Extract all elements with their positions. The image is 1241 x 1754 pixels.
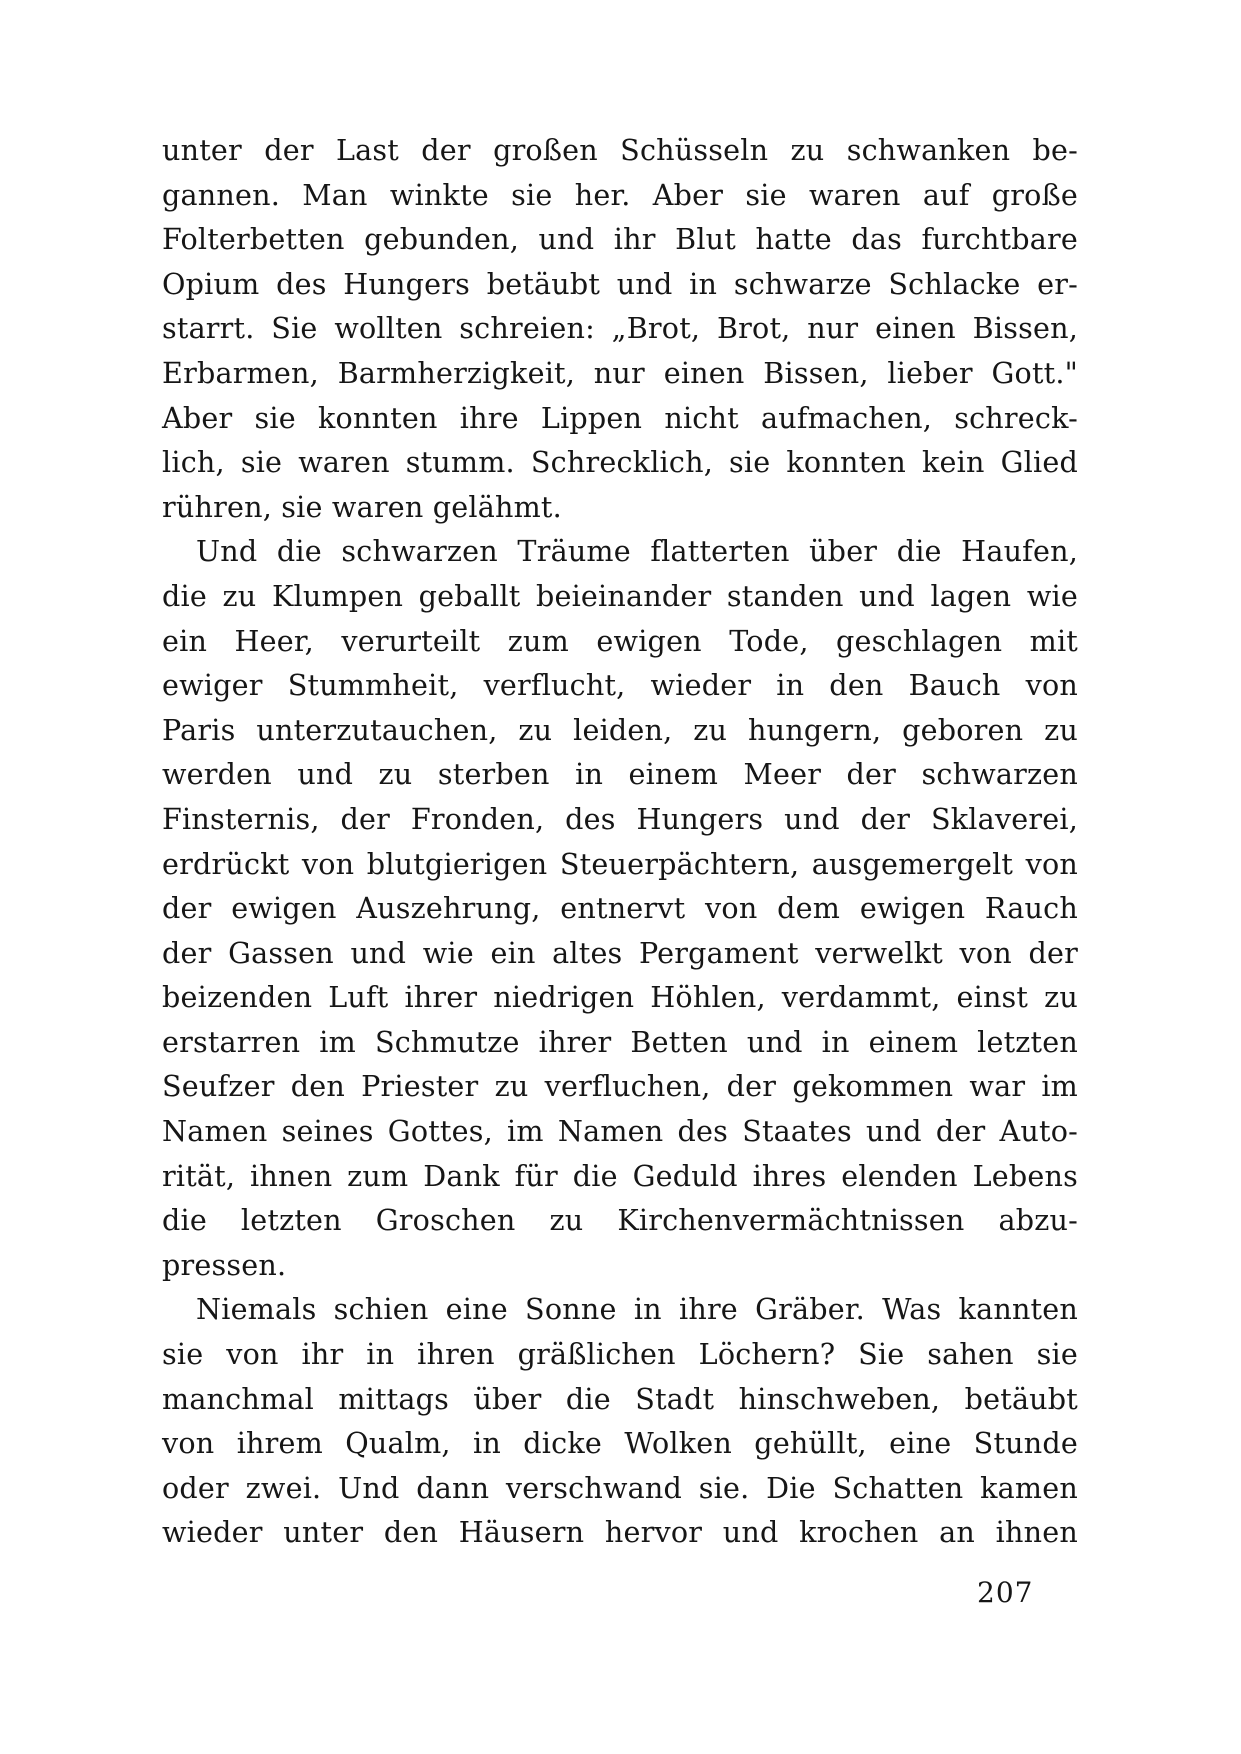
paragraph-1 [162, 128, 1078, 529]
text-line: oder zwei. Und dann verschwand sie. Die Schatten kamen [162, 1470, 1078, 1505]
text-line: Erbarmen, Barmherzigkeit, nur einen Bissen, lieber Gott." [162, 355, 1078, 390]
text-line: manchmal mittags über die Stadt hinschweben, betäubt [162, 1381, 1078, 1416]
text-line: Niemals schien eine Sonne in ihre Gräber. Was kannten [196, 1292, 1078, 1327]
page-number: 207 [977, 1576, 1034, 1609]
text-line: rität, ihnen zum Dank für die Geduld ihres elenden Lebens [162, 1158, 1078, 1193]
book-page-text [162, 128, 1078, 1555]
text-line: die letzten Groschen zu Kirchenvermächtnissen abzu- [162, 1203, 1078, 1238]
text-line: Folterbetten gebunden, und ihr Blut hatte das furchtbare [162, 222, 1078, 257]
text-line: erdrückt von blutgierigen Steuerpächtern, ausgemergelt von [162, 846, 1078, 881]
text-line: Namen seines Gottes, im Namen des Staates und der Auto- [162, 1114, 1078, 1149]
text-line: pressen. [162, 1247, 287, 1282]
text-line: erstarren im Schmutze ihrer Betten und in einem letzten [162, 1024, 1078, 1059]
text-line: gannen. Man winkte sie her. Aber sie waren auf große [162, 177, 1078, 212]
text-line: werden und zu sterben in einem Meer der schwarzen [162, 757, 1078, 792]
paragraph-2 [162, 529, 1078, 1287]
text-line: Opium des Hungers betäubt und in schwarze Schlacke er- [162, 266, 1078, 301]
text-line: von ihrem Qualm, in dicke Wolken gehüllt, eine Stunde [162, 1426, 1078, 1461]
text-line: rühren, sie waren gelähmt. [162, 489, 562, 524]
text-line: ein Heer, verurteilt zum ewigen Tode, geschlagen mit [162, 623, 1078, 658]
text-line: der ewigen Auszehrung, entnervt von dem ewigen Rauch [162, 891, 1078, 926]
paragraph-3 [162, 1287, 1078, 1555]
text-line: beizenden Luft ihrer niedrigen Höhlen, verdammt, einst zu [162, 980, 1078, 1015]
text-line: der Gassen und wie ein altes Pergament verwelkt von der [162, 935, 1078, 970]
text-line: ewiger Stummheit, verflucht, wieder in den Bauch von [162, 668, 1078, 703]
text-line: Finsternis, der Fronden, des Hungers und der Sklaverei, [162, 801, 1078, 836]
text-line: die zu Klumpen geballt beieinander standen und lagen wie [162, 578, 1078, 613]
text-line: Und die schwarzen Träume flatterten über die Haufen, [196, 534, 1078, 569]
text-line: Paris unterzutauchen, zu leiden, zu hungern, geboren zu [162, 712, 1078, 747]
text-line: wieder unter den Häusern hervor und krochen an ihnen [162, 1515, 1078, 1550]
text-line: starrt. Sie wollten schreien: „Brot, Brot, nur einen Bissen, [162, 311, 1078, 346]
text-line: Aber sie konnten ihre Lippen nicht aufmachen, schreck- [162, 400, 1078, 435]
text-line: unter der Last der großen Schüsseln zu schwanken be- [162, 133, 1078, 167]
text-line: Seufzer den Priester zu verfluchen, der gekommen war im [162, 1069, 1078, 1104]
text-line: lich, sie waren stumm. Schrecklich, sie konnten kein Glied [162, 445, 1078, 480]
text-line: sie von ihr in ihren gräßlichen Löchern? Sie sahen sie [162, 1337, 1078, 1372]
